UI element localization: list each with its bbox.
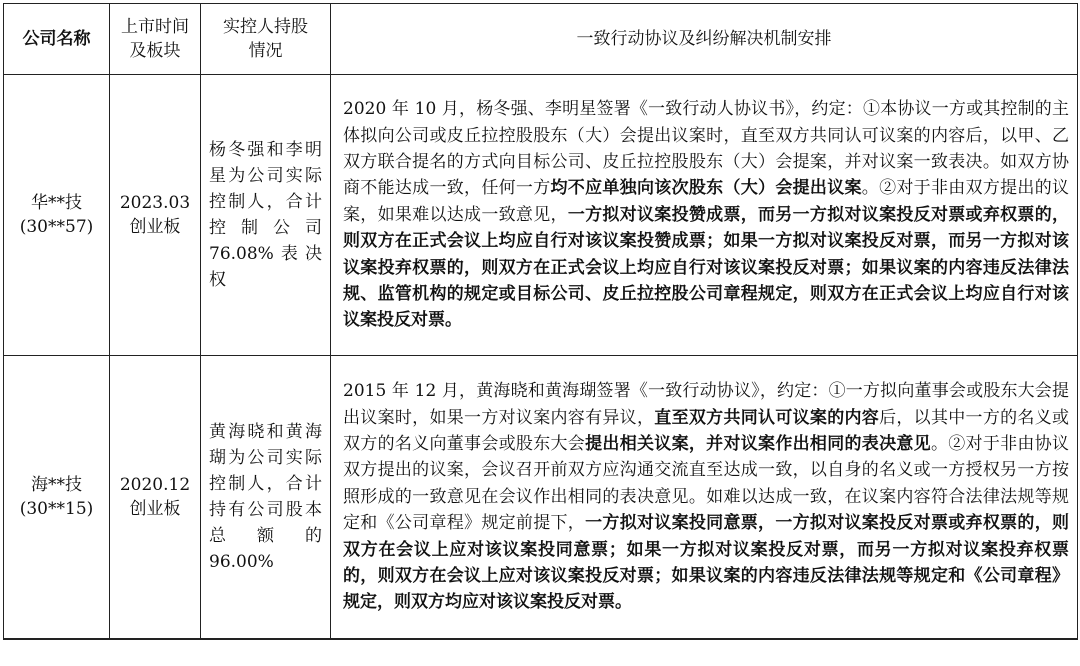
header-listing-line1: 上市时间 bbox=[121, 17, 189, 37]
listing-board: 创业板 bbox=[129, 217, 181, 237]
company-name: 华**技 bbox=[31, 193, 82, 213]
header-holding bbox=[201, 4, 331, 75]
company-cell bbox=[4, 356, 110, 640]
agreement-bold-text: 提出相关议案，并对议案作出相同的表决意见 bbox=[585, 433, 931, 454]
agreement-cell bbox=[331, 75, 1078, 356]
holding-cell: 黄海晓和黄海瑚为公司实际控制人，合计持有公司股本总额的 96.00% bbox=[201, 356, 331, 640]
agreement-bold-text: 一方拟对议案投同意票，一方拟对议案投反对票或弃权票的，则双方在会议上应对该议案投同意票；如果一方拟对议案投反对票，而另一方拟对议案投弃权票的，则双方在会议上应对该议案投反对票；如果议案的内容违反法律法规等规定和《公司章程》规定，则双方均应对该议案投反对票。 bbox=[343, 513, 1070, 613]
listing-date: 2023.03 bbox=[119, 193, 191, 213]
agreement-text: 。②对于非由双方提出的议案，如果难以达成一致意见， bbox=[343, 178, 1070, 225]
listing-cell bbox=[110, 356, 201, 640]
agreement-bold-text: 直至双方共同认可议案的内容 bbox=[654, 407, 880, 428]
header-row bbox=[4, 4, 1078, 75]
header-holding-line2: 情况 bbox=[248, 41, 283, 61]
header-listing bbox=[110, 4, 201, 75]
agreement-text: 后，以其中一方的名义或双方的名义向董事会或股东大会 bbox=[343, 407, 1070, 454]
header-company: 公司名称 bbox=[4, 4, 110, 75]
table-row bbox=[4, 356, 1078, 640]
holding-cell: 杨冬强和李明星为公司实际控制人，合计控制公司 76.08%表决权 bbox=[201, 75, 331, 356]
agreement-cell bbox=[331, 356, 1078, 640]
company-name: 海**技 bbox=[31, 475, 82, 495]
header-agreement: 一致行动协议及纠纷解决机制安排 bbox=[331, 4, 1078, 75]
table-row bbox=[4, 75, 1078, 356]
agreement-bold-text: 一方拟对议案投赞成票，而另一方拟对议案投反对票或弃权票的，则双方在正式会议上均应自行对该议案投赞成票；如果一方拟对议案投反对票，而另一方拟对该议案投弃权票的，则双方在正式会议上均应自行对该议案投反对票；如果议案的内容违反法律法规、监管机构的规定或目标公司、皮丘拉控股公司章程规定，则双方在正式会议上均应自行对该议案投反对票。 bbox=[343, 204, 1070, 331]
company-cell bbox=[4, 75, 110, 356]
company-code: (30**15) bbox=[19, 499, 94, 519]
agreement-text: 。②对于非由协议双方提出的议案，会议召开前双方应沟通交流直至达成一致，以自身的名义或一方授权另一方按照形成的一致意见在会议作出相同的表决意见。如难以达成一致，在议案内容符合法律法规等规定和《公司章程》规定前提下， bbox=[343, 433, 1070, 534]
listing-date: 2020.12 bbox=[119, 475, 191, 495]
company-code: (30**57) bbox=[19, 217, 94, 237]
listing-board: 创业板 bbox=[129, 499, 181, 519]
header-listing-line2: 及板块 bbox=[129, 41, 181, 61]
agreement-bold-text: 均不应单独向该次股东（大）会提出议案 bbox=[550, 178, 862, 199]
listing-cell bbox=[110, 75, 201, 356]
header-holding-line1: 实控人持股 bbox=[223, 17, 308, 37]
agreement-text: 2015 年 12 月，黄海晓和黄海瑚签署《一致行动协议》，约定：①一方拟向董事会或股东大会提出议案时，如果一方对议案内容有异议， bbox=[343, 381, 1069, 428]
agreement-table bbox=[3, 3, 1078, 640]
agreement-text: 2020 年 10 月，杨冬强、李明星签署《一致行动人协议书》，约定：①本协议一方或其控制的主体拟向公司或皮丘拉控股股东（大）会提出议案时，直至双方共同认可议案的内容后，以甲、乙双方联合提名的方式向目标公司、皮丘拉控股股东（大）会提案，并对议案一致表决。如双方协商不能达成一致，任何一方 bbox=[343, 99, 1069, 199]
